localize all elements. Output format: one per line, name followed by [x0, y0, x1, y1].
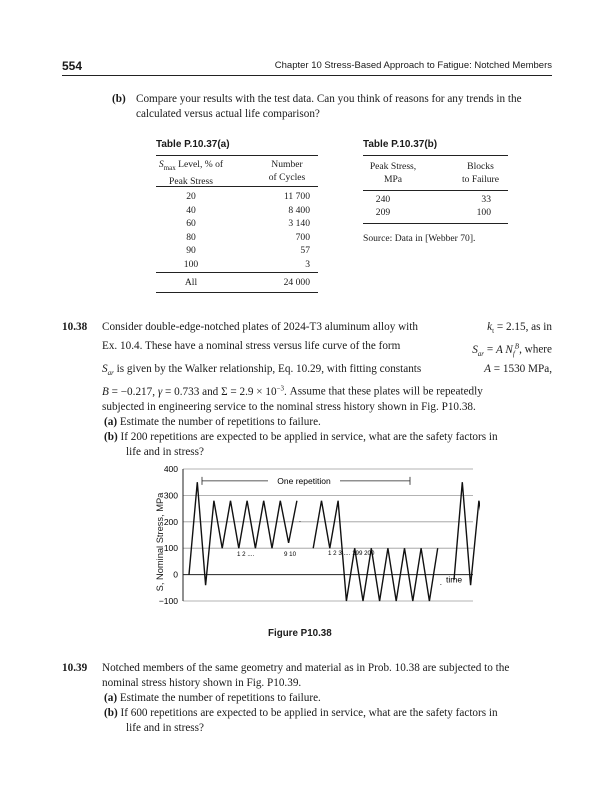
table-a-title: Table P.10.37(a) — [156, 139, 230, 150]
table-a-row-cycles: 3 — [305, 258, 310, 270]
text-1: Consider double-edge-notched plates of 2024-T3 aluminum alloy with — [102, 321, 418, 333]
table-a-row-cycles: 57 — [300, 245, 310, 256]
sar-label-line: $S_{ar}$ is given by the Walker relationship, Eq. 10.29, with fitting constants — [102, 363, 422, 378]
table-a-col1-header — [156, 158, 226, 188]
problem-number: 10.38 — [62, 321, 88, 333]
s-symbol: S — [158, 159, 164, 170]
y-tick-label: 100 — [163, 543, 178, 554]
y-tick-label: 0 — [173, 569, 178, 580]
part-a — [104, 691, 552, 706]
table-b-row1-stress: 240 — [375, 194, 391, 205]
x-axis-label: time — [446, 574, 463, 585]
figure-p10-38 — [140, 460, 480, 620]
page-number: 554 — [62, 59, 83, 73]
part-a — [104, 415, 552, 430]
sar-expression: $S_{ar} = A$ $N_f^B$, where — [472, 342, 552, 359]
problem-body — [102, 661, 552, 736]
part-a-label: (a) — [104, 692, 118, 704]
problem-10-39 — [62, 661, 552, 736]
table-a-row-level: 80 — [186, 231, 196, 243]
table-a-total-level: All — [184, 277, 198, 288]
table-b-source: Source: Data in [Webber 70]. — [363, 233, 476, 244]
part-b-text-2: life and in stress? — [126, 446, 204, 459]
table-a-row-cycles: 8 400 — [288, 204, 310, 216]
col1-header-line1: Peak Stress, — [369, 161, 417, 172]
part-b — [104, 430, 552, 445]
part-a-text: Estimate the number of repetitions to failure. — [119, 416, 321, 429]
problem-number: 10.39 — [62, 662, 88, 674]
table-a-col2-header — [256, 158, 318, 184]
problem-line-3 — [102, 362, 552, 381]
part-b-label: (b) — [104, 431, 118, 444]
cycle-annotation-1: 1 2 .... — [237, 551, 255, 559]
problem-line-4 — [102, 381, 552, 400]
table-a — [156, 139, 318, 299]
table-a-row-level: 60 — [186, 218, 196, 229]
y-tick-label: 300 — [163, 490, 178, 501]
y-tick-label: −100 — [158, 596, 178, 606]
table-b-col1-header — [363, 160, 423, 186]
problem-line-2 — [102, 339, 552, 362]
problem-line-1 — [102, 320, 552, 339]
text-2: nominal stress history shown in Fig. P10.39. — [102, 677, 302, 689]
y-axis-label: S, Nominal Stress, MPa — [155, 492, 165, 592]
part-b-text-2: life and in stress? — [126, 722, 204, 734]
table-b-row2-blocks: 100 — [476, 207, 491, 218]
page-header — [62, 57, 552, 76]
figure-annotations — [202, 475, 463, 588]
continuation-dots: . — [298, 514, 302, 524]
col2-header-line2: of Cycles — [268, 172, 306, 183]
table-b-col2-header — [453, 160, 508, 186]
col1-header-line1: Level, % of — [178, 159, 224, 170]
part-b-label: (b) — [112, 93, 126, 105]
figure-caption: Figure P10.38 — [268, 628, 332, 639]
col2-header-line1: Number — [271, 159, 303, 170]
part-b-text-1: If 200 repetitions are expected to be applied in service, what are the safety factors in — [120, 431, 498, 444]
stress-history — [189, 482, 480, 601]
stress-history-line — [454, 482, 480, 585]
stress-history-line — [189, 482, 297, 585]
table-a-row-cycles: 700 — [295, 231, 310, 243]
table-a-row-level: 100 — [183, 258, 199, 270]
y-tick-label: 400 — [163, 464, 178, 474]
table-b — [363, 139, 508, 249]
col2-header-line1: Blocks — [467, 161, 494, 172]
problem-10-38 — [62, 320, 552, 460]
y-tick-label: 200 — [163, 516, 178, 527]
text-2: Ex. 10.4. These have a nominal stress versus life curve of the form — [102, 340, 401, 353]
cycle-annotation-3: 1 2 3 .... 199 200 — [328, 549, 375, 557]
s-subscript: max — [163, 163, 176, 172]
repetition-label: One repetition — [277, 475, 331, 486]
col1-header-line2: Peak Stress — [169, 175, 213, 187]
part-a-label: (a) — [104, 416, 118, 429]
table-a-row-level: 90 — [186, 245, 196, 256]
part-b-intro — [112, 92, 557, 122]
table-a-total-cycles: 24 000 — [283, 277, 310, 288]
constants: B = −0.217, γ = 0.733 and $\Sigma = 2.9 \times 10^{-3}$. — [102, 384, 287, 399]
table-a-row-cycles: 11 700 — [283, 191, 310, 202]
table-b-row1-blocks: 33 — [481, 194, 491, 205]
continuation-dots: . — [439, 578, 442, 588]
col2-header-line2: to Failure — [461, 174, 500, 185]
table-b-row2-stress: 209 — [375, 207, 391, 218]
table-b-title: Table P.10.37(b) — [363, 139, 438, 150]
part-b — [104, 706, 552, 721]
text-4: Assume that these plates will be repeatedly — [289, 386, 483, 399]
table-a-row-cycles: 3 140 — [288, 218, 310, 229]
table-a-row-level: 40 — [186, 204, 196, 216]
a-value: A = 1530 MPa, — [484, 363, 552, 376]
kt-expression: $k_t = 2.15$, as in — [487, 321, 552, 336]
part-b-text-1: If 600 repetitions are expected to be applied in service, what are the safety factors in — [120, 707, 498, 719]
part-a-text: Estimate the number of repetitions to failure. — [119, 692, 321, 704]
text-5: subjected in engineering service to the nominal stress history shown in Fig. P10.38. — [102, 401, 476, 414]
part-b-label: (b) — [104, 707, 118, 719]
table-a-row-level: 20 — [186, 191, 196, 202]
part-b-text: Compare your results with the test data. Can you think of reasons for any trends in the calculated versus actual life comparison? — [136, 93, 522, 120]
cycle-annotation-2: 9 10 — [284, 551, 297, 559]
chapter-title: Chapter 10 Stress-Based Approach to Fatigue: Notched Members — [274, 60, 552, 71]
text-1: Notched members of the same geometry and material as in Prob. 10.38 are subjected to the — [102, 662, 510, 674]
col1-header-line2: MPa — [383, 174, 403, 185]
problem-body — [102, 320, 552, 460]
